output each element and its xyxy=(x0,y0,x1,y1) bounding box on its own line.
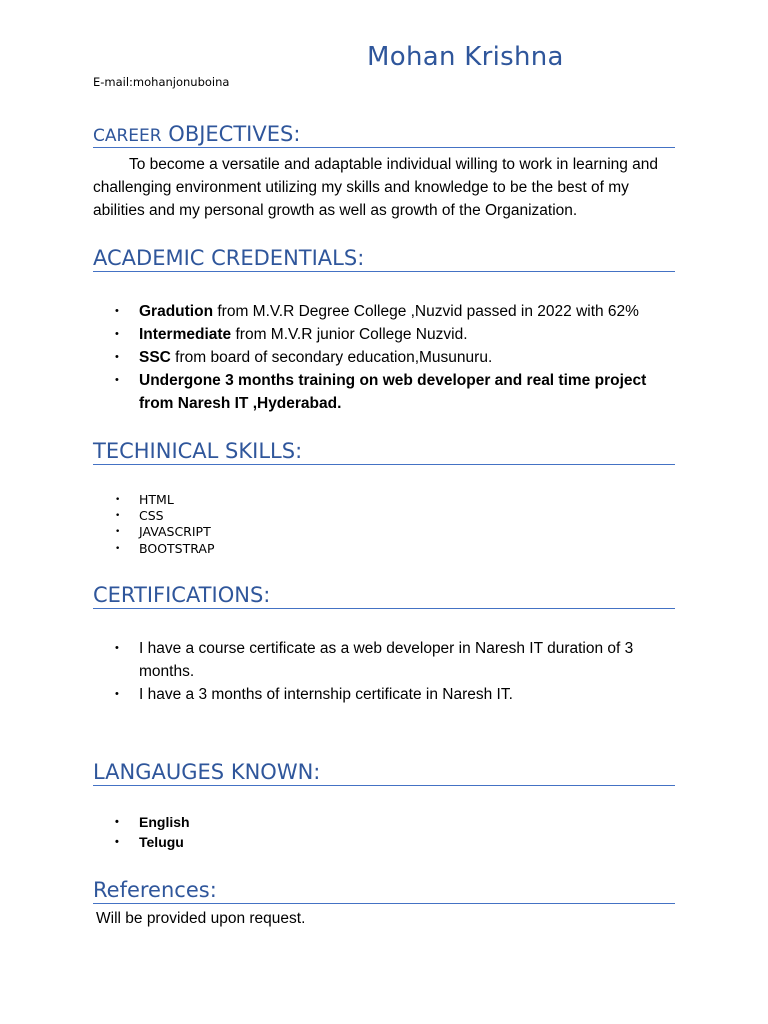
item-bold: SSC xyxy=(139,349,171,366)
list-item xyxy=(93,637,683,683)
language-text: English xyxy=(139,814,190,830)
references-heading: References: xyxy=(93,880,675,904)
career-objectives-heading xyxy=(93,124,675,148)
languages-heading: LANGAUGES KNOWN: xyxy=(93,762,675,786)
list-item xyxy=(93,541,683,557)
bullet: • xyxy=(115,816,119,828)
list-item xyxy=(93,524,683,540)
item-bold: Intermediate xyxy=(139,326,232,343)
bullet: • xyxy=(115,351,119,363)
certifications-heading: CERTIFICATIONS: xyxy=(93,585,675,609)
skill-text: JAVASCRIPT xyxy=(139,524,211,540)
skill-text: BOOTSTRAP xyxy=(139,540,215,556)
item-text: from M.V.R junior College Nuzvid. xyxy=(231,326,468,343)
bullet: • xyxy=(115,836,119,848)
bullet: • xyxy=(115,374,119,386)
career-objectives-text xyxy=(93,153,683,222)
bullet: • xyxy=(115,642,119,654)
bullet: • xyxy=(115,495,121,505)
academic-list xyxy=(93,300,683,415)
language-text: Telugu xyxy=(139,834,184,850)
certification-text: I have a 3 months of internship certificate in Naresh IT. xyxy=(139,686,513,703)
skill-text: CSS xyxy=(139,508,164,524)
bullet: • xyxy=(115,328,119,340)
bullet: • xyxy=(115,688,119,700)
list-item xyxy=(93,492,683,508)
bullet: • xyxy=(115,511,121,522)
references-text: Will be provided upon request. xyxy=(96,910,306,927)
list-item xyxy=(93,683,683,706)
email-line: E-mail:mohanjonuboina xyxy=(93,75,230,89)
bullet: • xyxy=(115,305,119,317)
bullet: • xyxy=(115,543,121,554)
career-heading-small: CAREER xyxy=(93,126,162,146)
bullet: • xyxy=(115,527,121,538)
item-text: from M.V.R Degree College ,Nuzvid passed in 2022 with 62% xyxy=(213,303,639,320)
skills-list xyxy=(93,492,683,557)
candidate-name: Mohan Krishna xyxy=(367,42,564,72)
certifications-list xyxy=(93,637,683,706)
academic-heading: ACADEMIC CREDENTIALS: xyxy=(93,248,675,272)
technical-skills-heading: TECHINICAL SKILLS: xyxy=(93,441,675,465)
item-text: from board of secondary education,Musunuru. xyxy=(170,349,493,366)
item-bold: Undergone 3 months training on web developer and real time project from Naresh IT ,Hyderabad. xyxy=(139,372,647,412)
list-item xyxy=(93,300,683,323)
list-item xyxy=(93,832,683,852)
list-item xyxy=(93,812,683,832)
list-item xyxy=(93,369,683,415)
list-item xyxy=(93,508,683,524)
career-heading-big: OBJECTIVES: xyxy=(161,122,301,146)
career-text: To become a versatile and adaptable individual willing to work in learning and challenging environment utilizing my skills and knowledge to be the best of my abilities and my personal growth as well as growth of the Organization. xyxy=(93,156,659,219)
languages-list xyxy=(93,812,683,852)
list-item xyxy=(93,346,683,369)
list-item xyxy=(93,323,683,346)
item-bold: Gradution xyxy=(139,303,214,320)
skill-text: HTML xyxy=(139,492,174,507)
certification-text: I have a course certificate as a web developer in Naresh IT duration of 3 months. xyxy=(139,640,634,680)
